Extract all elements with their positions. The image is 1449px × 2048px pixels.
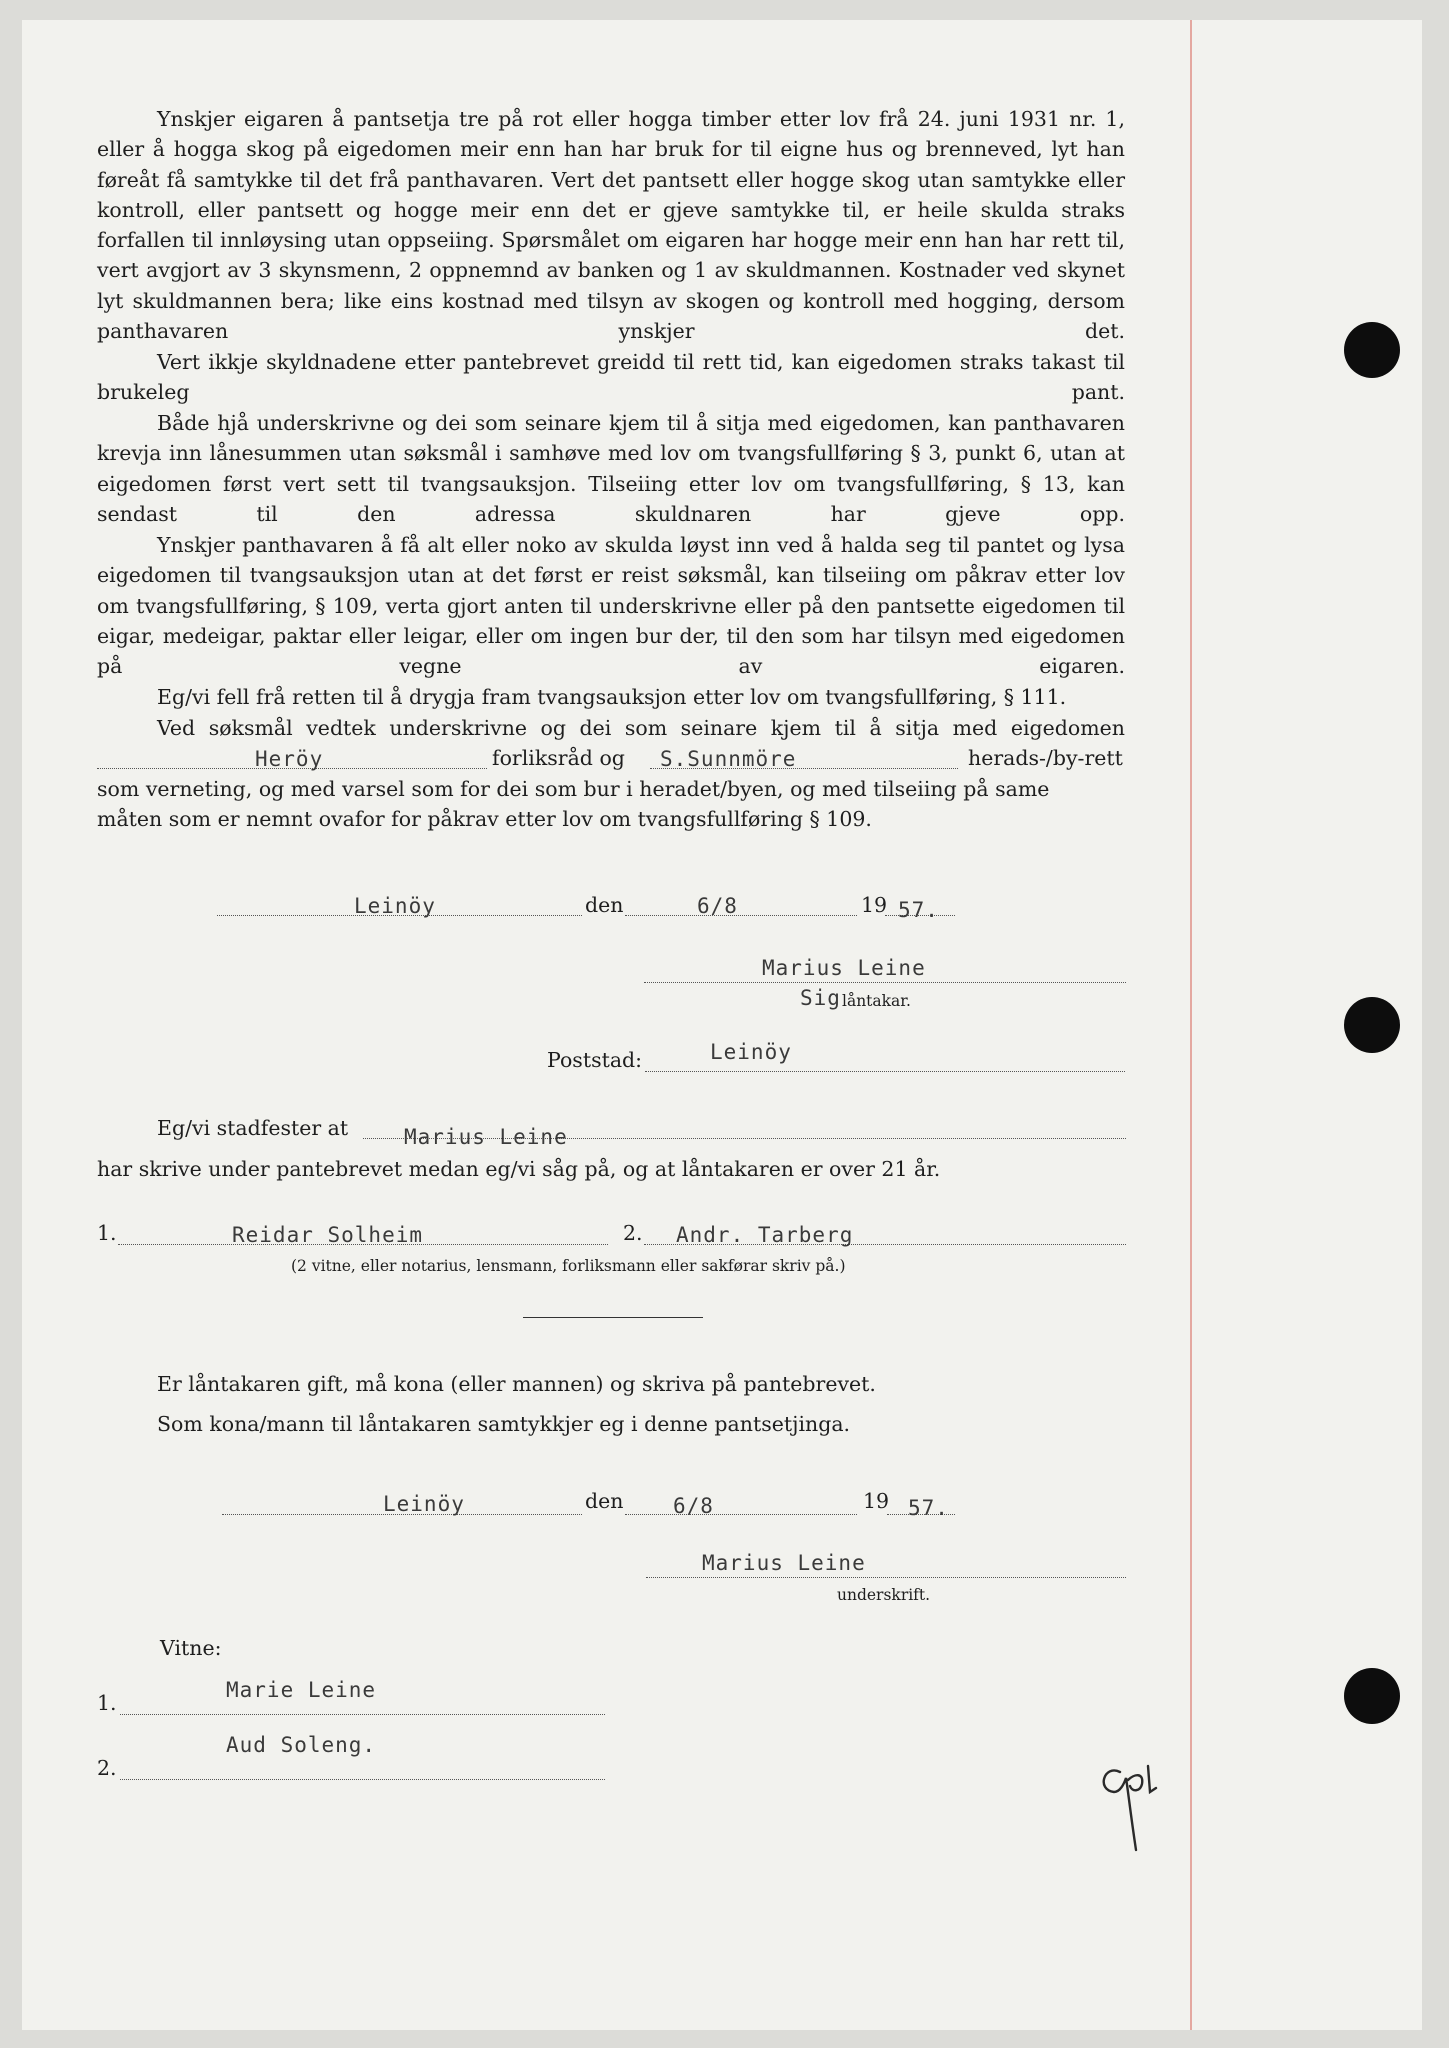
spouse-line-1: Er låntakaren gift, må kona (eller mannen) og skriva på pantebrevet. [157,1372,876,1396]
den-label-2: den [585,1489,624,1513]
poststad-value: Leinöy [710,1040,792,1064]
century-label-2: 19 [863,1489,890,1513]
confirmation-lead: Eg/vi stadfester at [157,1116,349,1140]
spouse-signature: Marius Leine [702,1551,866,1575]
year-value-2: 57. [908,1496,949,1520]
underskrift-label: underskrift. [837,1586,931,1604]
borrower-label: låntakar. [842,992,911,1010]
vitne-1-name: Marie Leine [226,1678,377,1702]
vitne-2-field [120,1779,605,1780]
signature-field [644,982,1126,983]
handwritten-initials [1090,1750,1170,1860]
witness-1-name: Reidar Solheim [232,1223,424,1247]
paragraph-collection: Både hjå underskrivne og dei som seinare kjem til å sitja med eigedomen, kan panthavaren krevja inn lånesummen utan søksmål i samhøve med lov om tvangsfullføring § 3, punkt 6, utan at eigedomen først vert sett til tvangsauksjon. Tilseiing etter lov om tvangsfullføring, § 13, kan sendast til den adressa skuldnaren har gjeve opp. [97,411,1125,526]
paragraph-venue-lead: Ved søksmål vedtek underskrivne og dei som seinare kjem til å sitja med eigedomen [157,716,1125,740]
vitne-2-num: 2. [97,1756,117,1780]
witness-1-num: 1. [97,1221,117,1245]
herad-label: herads-/by-rett [968,746,1123,770]
paragraph-waiver: Eg/vi fell frå retten til å drygja fram tvangsauksjon etter lov om tvangsfullføring, § 111. [157,685,1067,709]
forliksraad-name: Heröy [255,747,324,771]
vitne-2-name: Aud Soleng. [226,1733,377,1757]
signature-prefix: Sig [800,986,841,1010]
punch-hole [1344,997,1400,1053]
venue-text-2: måten som er nemnt ovafor for påkrav etter lov om tvangsfullføring § 109. [97,807,872,831]
signature-field-2 [646,1577,1126,1578]
place-value-2: Leinöy [383,1492,465,1516]
forliksraad-label: forliksråd og [492,746,625,770]
date-field [625,915,857,916]
paragraph-auction: Ynskjer panthavaren å få alt eller noko av skulda løyst inn ved å halda seg til pantet og lysa eigedomen til tvangsauksjon utan at det først er reist søksmål, kan tilseiing om påkrav etter lov om tvangsfullføring, § 109, verta gjort anten til underskrivne eller på den pantsette eigedomen til eigar, medeigar, paktar eller leigar, eller om ingen bur der, til den som har tilsyn med eigedomen på vegne av eigaren. [97,533,1125,679]
borrower-signature: Marius Leine [762,956,926,980]
spouse-line-2: Som kona/mann til låntakaren samtykkjer eg i denne pantsetjinga. [157,1412,851,1436]
punch-hole [1344,1668,1400,1724]
poststad-field [645,1071,1125,1072]
margin-line [1190,20,1192,2030]
century-label: 19 [861,893,888,917]
den-label: den [585,893,624,917]
herad-name: S.Sunnmöre [660,747,797,771]
year-value: 57. [898,898,939,922]
punch-hole [1344,322,1400,378]
confirmation-text: har skrive under pantebrevet medan eg/vi såg på, og at låntakaren er over 21 år. [97,1157,941,1181]
vitne-label: Vitne: [160,1636,222,1660]
date-value-2: 6/8 [673,1494,714,1518]
confirmation-name: Marius Leine [404,1125,568,1149]
vitne-1-num: 1. [97,1691,117,1715]
vitne-1-field [120,1714,605,1715]
paragraph-logging: Ynskjer eigaren å pantsetja tre på rot eller hogga timber etter lov frå 24. juni 1931 nr. 1, eller å hogga skog på eigedomen meir enn han har bruk for til eigne hus og brenneved, lyt han føreåt få samtykke til det frå panthavaren. Vert det pantsett eller hogge skog utan samtykke eller kontroll, eller pantsett og hogge meir enn det er gjeve samtykke til, er heile skulda straks forfallen til innløysing utan oppseiing. Spørsmålet om eigaren har hogge meir enn han har rett til, vert avgjort av 3 skynsmenn, 2 oppnemnd av banken og 1 av skuldmannen. Kostnader ved skynet lyt skuldmannen bera; like eins kostnad med tilsyn av skogen og kontroll med hogging, dersom panthavaren ynskjer det. [97,107,1125,344]
witness-note: (2 vitne, eller notarius, lensmann, forliksmann eller sakførar skriv på.) [291,1257,846,1275]
witness-2-num: 2. [623,1221,643,1245]
place-value: Leinöy [354,894,436,918]
date-value: 6/8 [697,894,738,918]
date-field-2 [625,1514,857,1515]
venue-text-1: som verneting, og med varsel som for dei som bur i heradet/byen, og med tilseiing på same [97,777,1050,801]
witness-2-name: Andr. Tarberg [676,1223,854,1247]
paragraph-default: Vert ikkje skyldnadene etter pantebrevet greidd til rett tid, kan eigedomen straks takast til brukeleg pant. [97,350,1125,405]
divider [523,1317,703,1318]
poststad-label: Poststad: [547,1048,643,1072]
